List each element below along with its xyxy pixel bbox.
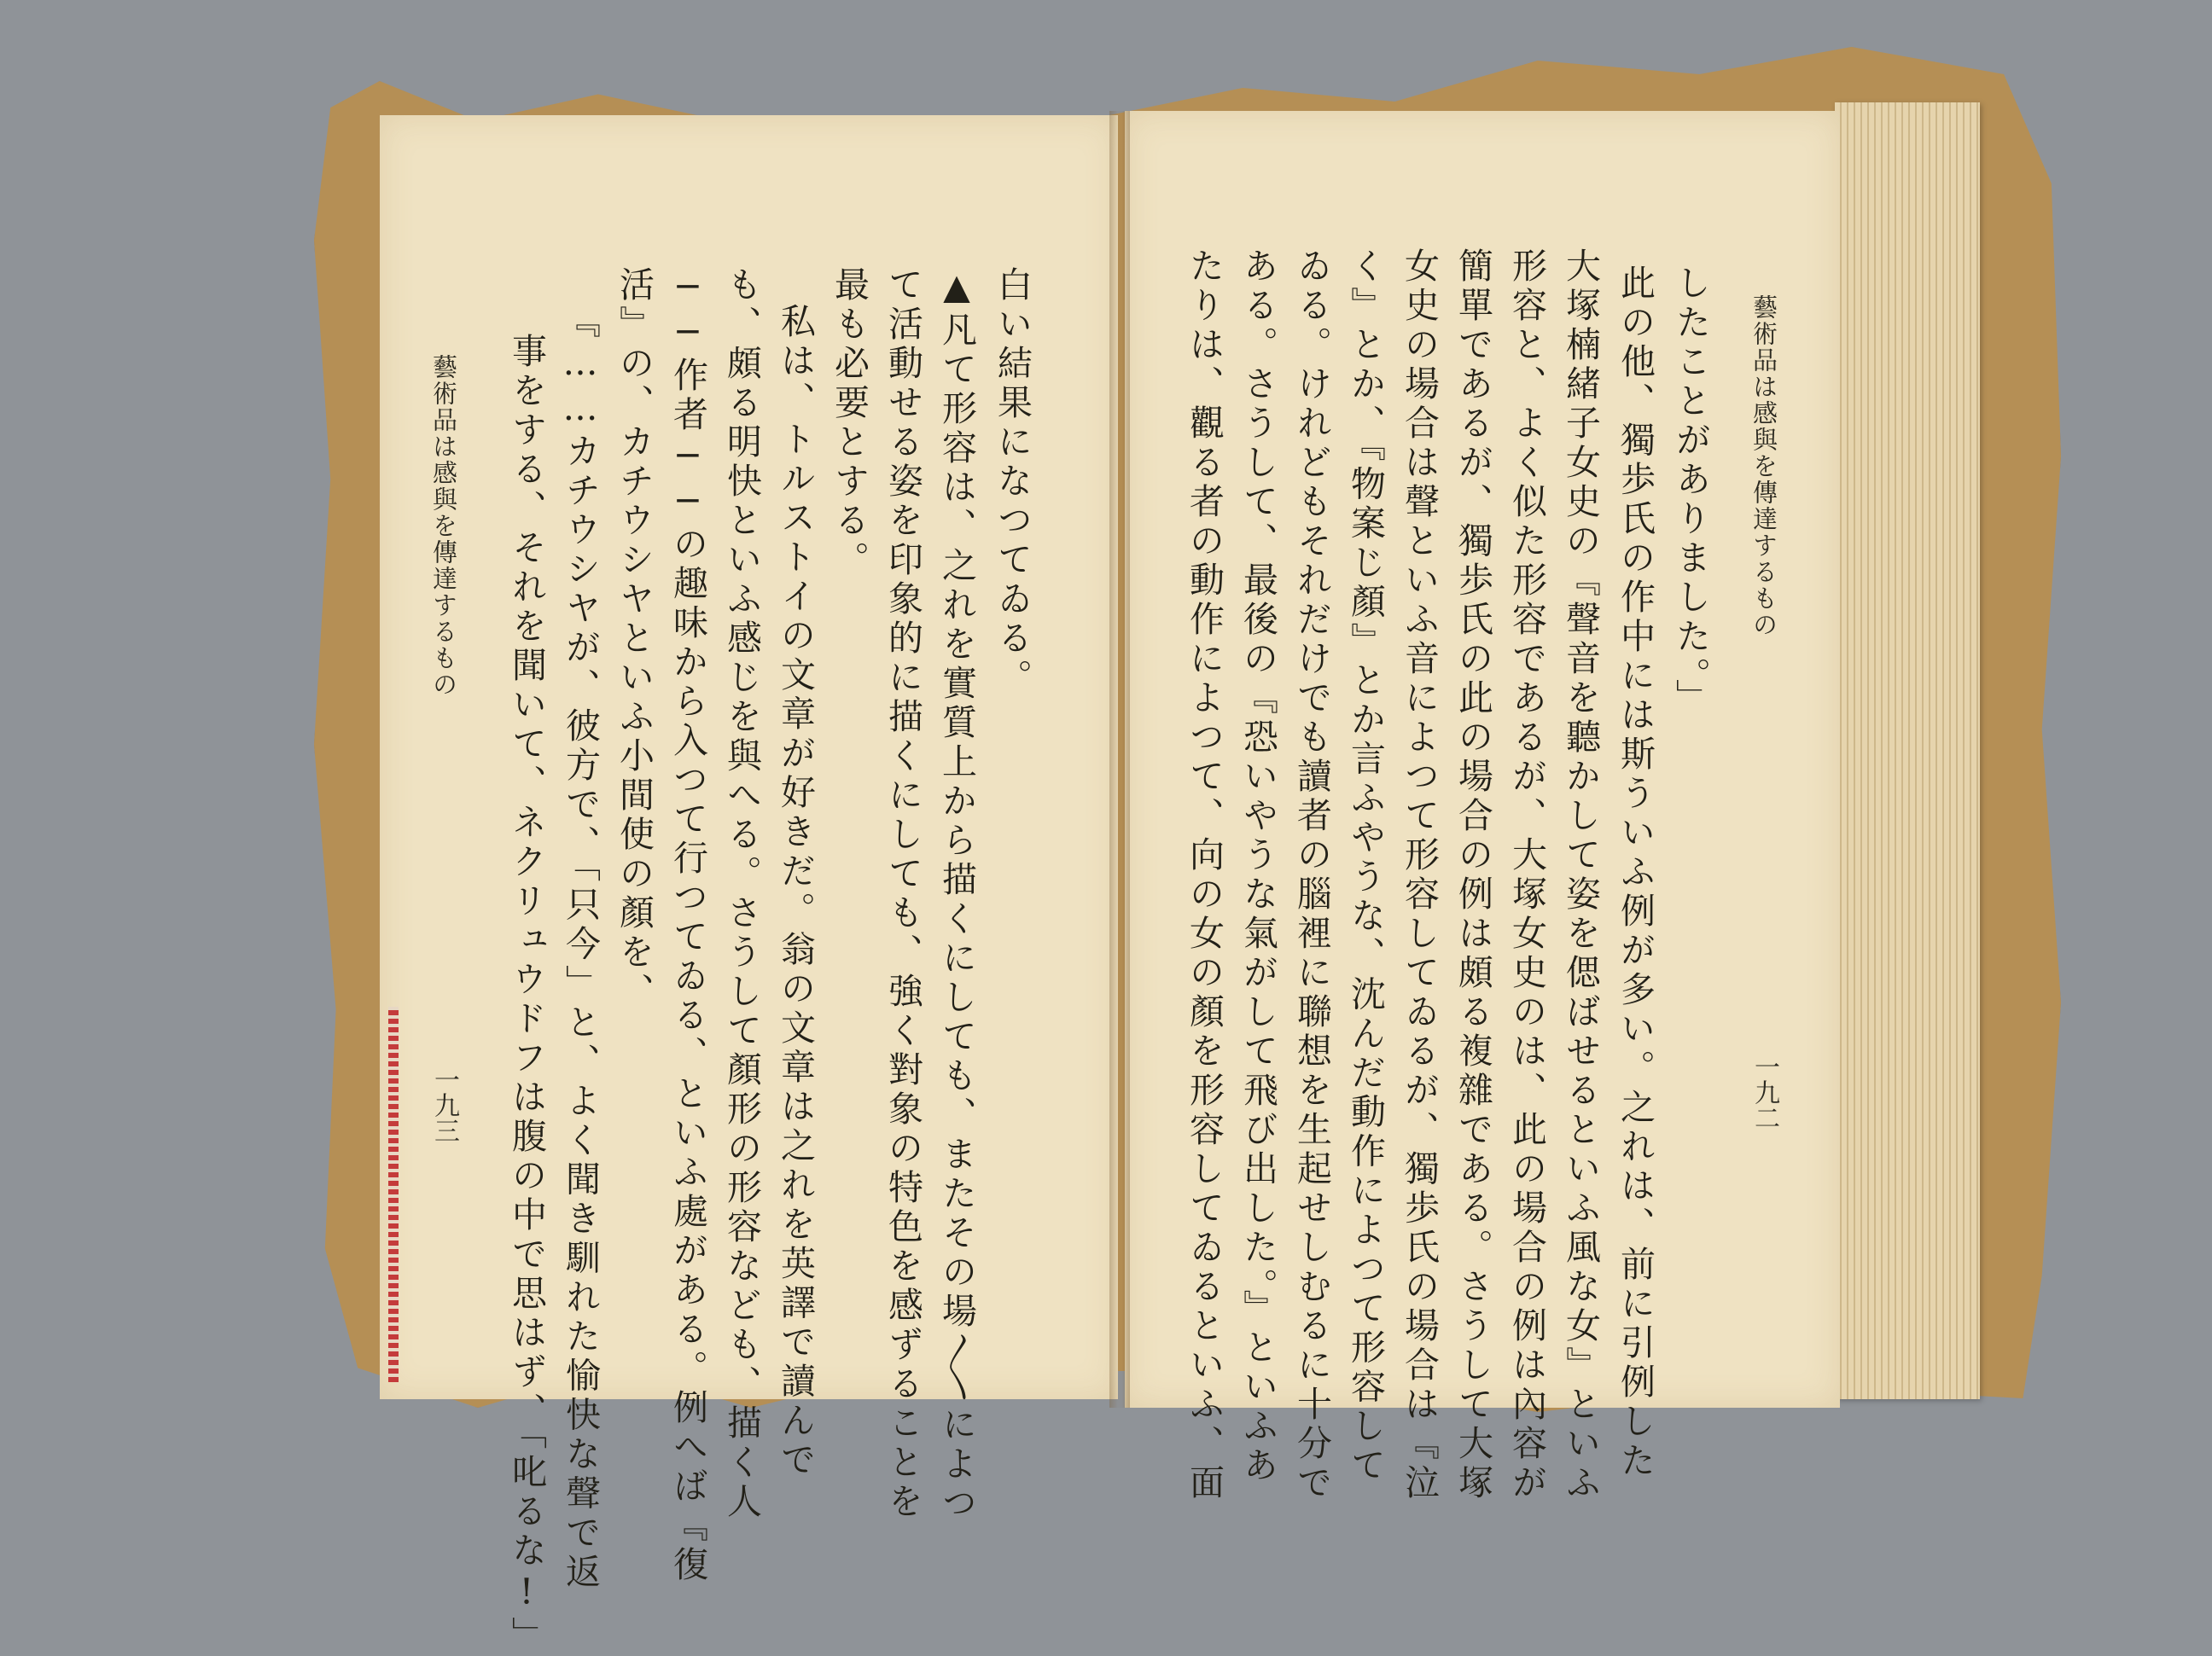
- running-head-left: 藝術品は感與を傳達するもの: [429, 354, 458, 698]
- text-line: く』とか、『物案じ顏』とか言ふやうな、沈んだ動作によつて形容して: [1345, 247, 1386, 1486]
- running-head-right: 藝術品は感與を傳達するもの: [1749, 294, 1778, 638]
- text-line: 事をする、それを聞いて、ネクリュウドフは腹の中で思はず、「叱るな!」: [506, 333, 547, 1656]
- text-line: 簡單であるが、獨歩氏の此の場合の例は頗る複雜である。さうして大塚: [1452, 247, 1493, 1503]
- text-line: 私は、トルストイの文章が好きだ。翁の文章は之れを英譯で讀んで: [775, 303, 816, 1480]
- text-line: 大塚楠緒子女史の『聲音を聽かして姿を偲ばせるといふ風な女』といふ: [1560, 247, 1601, 1503]
- gutter: [1109, 111, 1130, 1408]
- spine-thread: [388, 1007, 399, 1382]
- text-line: 形容と、よく似た形容であるが、大塚女史のは、此の場合の例は內容が: [1506, 247, 1547, 1503]
- page-edges: [1835, 102, 1980, 1399]
- text-line: 活』の、カチウシヤといふ小間使の顏を、: [614, 266, 655, 1012]
- page-number-left: 一九三: [429, 1066, 459, 1143]
- text-line: ゐる。けれどもそれだけでも讀者の腦裡に聯想を生起せしむるに十分で: [1291, 247, 1332, 1503]
- text-line: ──作者──の趣味から入つて行つてゐる、といふ處がある。例へば『復: [667, 266, 708, 1585]
- text-line: したことがありました。」: [1670, 264, 1711, 718]
- text-line: 此の他、獨歩氏の作中には斯ういふ例が多い。之れは、前に引例した: [1615, 264, 1656, 1481]
- text-line: 最も必要とする。: [829, 266, 870, 580]
- text-line: も、頗る明快といふ感じを與へる。さうして顏形の形容なども、描く人: [721, 266, 762, 1522]
- page-number-right: 一九二: [1749, 1054, 1779, 1130]
- text-line: ある。さうして、最後の『恐いやうな氣がして飛び出した。』といふあ: [1237, 247, 1278, 1486]
- text-line: 白い結果になつてゐる。: [992, 266, 1033, 698]
- text-line: 『……カチウシヤが、彼方で、「只今」と、よく聞き馴れた愉快な聲で返: [560, 303, 601, 1593]
- text-line: たりは、觀る者の動作によつて、向の女の顏を形容してゐるといふ、面: [1184, 247, 1225, 1503]
- text-line: 女史の場合は聲といふ音によつて形容してゐるが、獨歩氏の場合は『泣: [1399, 247, 1440, 1503]
- text-line: て活動せる姿を印象的に描くにしても、強く對象の特色を感ずることを: [882, 266, 923, 1522]
- text-line: ▲凡て形容は、之れを實質上から描くにしても、またその場〳〵によつ: [936, 266, 977, 1524]
